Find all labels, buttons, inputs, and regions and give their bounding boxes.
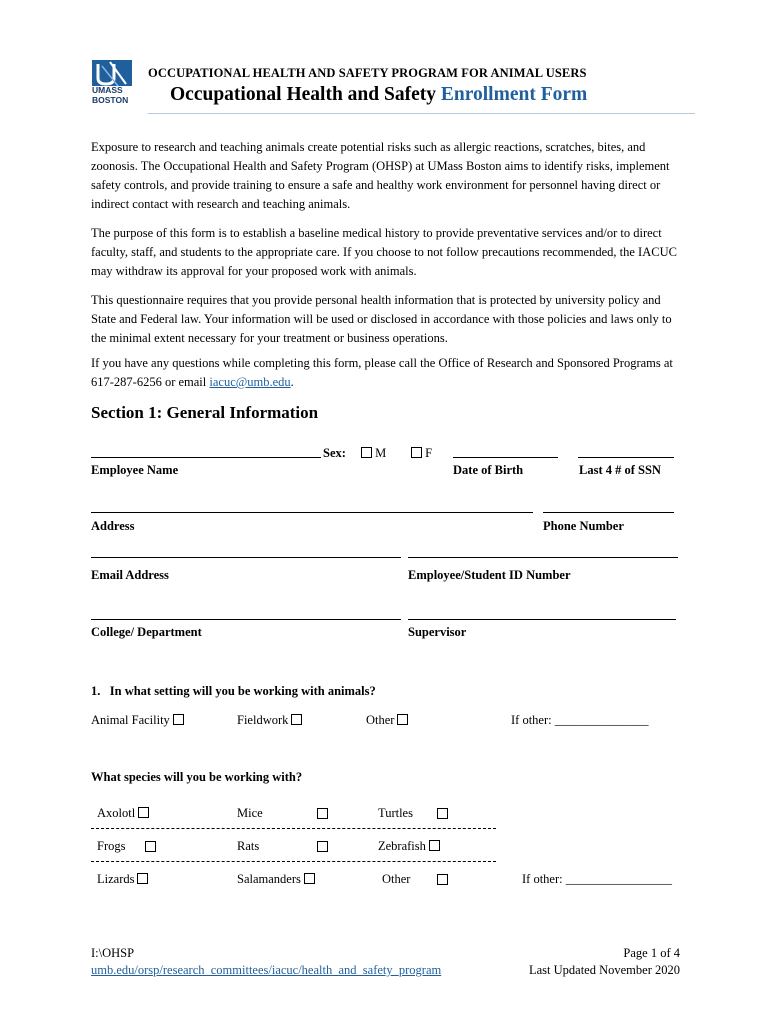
species-label: Frogs: [97, 839, 126, 853]
logo-text-boston: BOSTON: [92, 95, 129, 105]
q1-option-animal-facility[interactable]: [91, 713, 184, 728]
species-row-divider: [91, 861, 496, 862]
logo-text-umass: UMASS: [92, 85, 123, 95]
footer-path: I:\OHSP: [91, 946, 135, 960]
emp-id-label: Employee/Student ID Number: [408, 568, 571, 582]
q1-checkbox[interactable]: [291, 714, 302, 725]
contact-text: If you have any questions while completing this form, please call the Office of Research and Sponsored Programs at 617-287-6256 or email: [91, 356, 673, 389]
q1-if-other-field[interactable]: If other: _______________: [511, 713, 649, 727]
sex-label: Sex:: [323, 446, 346, 460]
q1-option-label: Fieldwork: [237, 713, 289, 727]
q1-option-label: Animal Facility: [91, 713, 170, 727]
sex-f-option[interactable]: [408, 446, 432, 461]
intro-paragraph-4: [91, 354, 681, 392]
last-updated: Last Updated November 2020: [528, 963, 680, 977]
species-rats[interactable]: [237, 839, 259, 854]
species-mice[interactable]: [237, 806, 263, 821]
phone-field[interactable]: [543, 512, 674, 513]
species-label: Rats: [237, 839, 260, 853]
species-label: Mice: [237, 806, 263, 820]
page-number: Page 1 of 4: [623, 946, 680, 960]
header-rule: [148, 113, 695, 114]
species-label: Turtles: [378, 806, 413, 820]
species-checkbox[interactable]: [429, 840, 440, 851]
species-other-checkbox[interactable]: [437, 874, 448, 885]
dob-field[interactable]: [453, 457, 558, 458]
dob-label: Date of Birth: [453, 463, 524, 477]
species-label: Zebrafish: [378, 839, 426, 853]
email-link[interactable]: iacuc@umb.edu: [209, 375, 291, 389]
section-1-heading: Section 1: General Information: [91, 403, 319, 422]
supervisor-label: Supervisor: [408, 625, 467, 639]
college-field[interactable]: [91, 619, 401, 620]
sex-m-label: M: [375, 446, 387, 460]
species-lizards[interactable]: [97, 872, 148, 887]
footer-right: [529, 945, 680, 979]
species-turtles-checkbox[interactable]: [437, 808, 448, 819]
species-question: What species will you be working with?: [91, 770, 303, 784]
q1-option-fieldwork[interactable]: [237, 713, 302, 728]
species-row-divider: [91, 828, 496, 829]
species-label: Lizards: [97, 872, 135, 886]
species-label: Other: [382, 872, 411, 886]
email-field[interactable]: [91, 557, 401, 558]
species-salamanders[interactable]: [237, 872, 315, 887]
address-field[interactable]: [91, 512, 533, 513]
logo-text: [92, 85, 128, 105]
q1-checkbox[interactable]: [173, 714, 184, 725]
species-frogs-checkbox[interactable]: [145, 841, 156, 852]
species-checkbox[interactable]: [137, 873, 148, 884]
email-label: Email Address: [91, 568, 169, 582]
supervisor-field[interactable]: [408, 619, 676, 620]
q1-checkbox[interactable]: [397, 714, 408, 725]
ssn-label: Last 4 # of SSN: [579, 463, 661, 477]
program-title: OCCUPATIONAL HEALTH AND SAFETY PROGRAM FOR ANIMAL USERS: [148, 66, 587, 80]
species-zebrafish[interactable]: [378, 839, 440, 854]
species-if-other-field[interactable]: If other: _________________: [522, 872, 672, 886]
emp-id-field[interactable]: [408, 557, 678, 558]
sex-f-checkbox[interactable]: [411, 447, 422, 458]
species-rats-checkbox[interactable]: [317, 841, 328, 852]
address-label: Address: [91, 519, 135, 533]
species-checkbox[interactable]: [304, 873, 315, 884]
sex-m-checkbox[interactable]: [361, 447, 372, 458]
species-other[interactable]: [382, 872, 410, 887]
intro-paragraph-1: Exposure to research and teaching animals create potential risks such as allergic reactions, scratches, bites, and zoonosis. The Occupational Health and Safety Program (OHSP) at UMass Boston aims to identify risks, implement safety controls, and provide training to ensure a safe and healthy work environment for personnel having direct or indirect contact with research and teaching animals.: [91, 140, 670, 211]
phone-label: Phone Number: [543, 519, 624, 533]
contact-text-end: .: [290, 375, 294, 389]
form-title-accent: Enrollment Form: [440, 84, 588, 105]
species-label: Axolotl: [97, 806, 136, 820]
q1-option-label: Other: [366, 713, 395, 727]
species-label: Salamanders: [237, 872, 301, 886]
species-mice-checkbox[interactable]: [317, 808, 328, 819]
species-frogs[interactable]: [97, 839, 125, 854]
employee-name-field[interactable]: [91, 457, 321, 458]
species-axolotl[interactable]: [97, 806, 149, 821]
form-title: [170, 84, 587, 106]
ssn-field[interactable]: [578, 457, 674, 458]
footer-url-link[interactable]: umb.edu/orsp/research_committees/iacuc/health_and_safety_program: [91, 963, 442, 977]
intro-paragraph-2: The purpose of this form is to establish a baseline medical history to provide preventative services and/or to direct faculty, staff, and students to the appropriate care. If you choose to not follow precautions recommended, the IACUC may withdraw its approval for your proposed work with animals.: [91, 226, 677, 278]
footer-left: [91, 945, 441, 979]
form-title-main: Occupational Health and Safety: [170, 84, 441, 105]
q1-question: 1. In what setting will you be working with animals?: [91, 684, 376, 698]
sex-m-option[interactable]: [358, 446, 386, 461]
sex-f-label: F: [425, 446, 433, 460]
employee-name-label: Employee Name: [91, 463, 179, 477]
q1-option-other[interactable]: [366, 713, 408, 728]
species-turtles[interactable]: [378, 806, 413, 821]
college-label: College/ Department: [91, 625, 202, 639]
species-checkbox[interactable]: [138, 807, 149, 818]
intro-paragraph-3: This questionnaire requires that you provide personal health information that is protected by university policy and State and Federal law. Your information will be used or disclosed in accordance with those policies and laws only to the minimal extent necessary for your treatment or business operations.: [91, 293, 672, 345]
